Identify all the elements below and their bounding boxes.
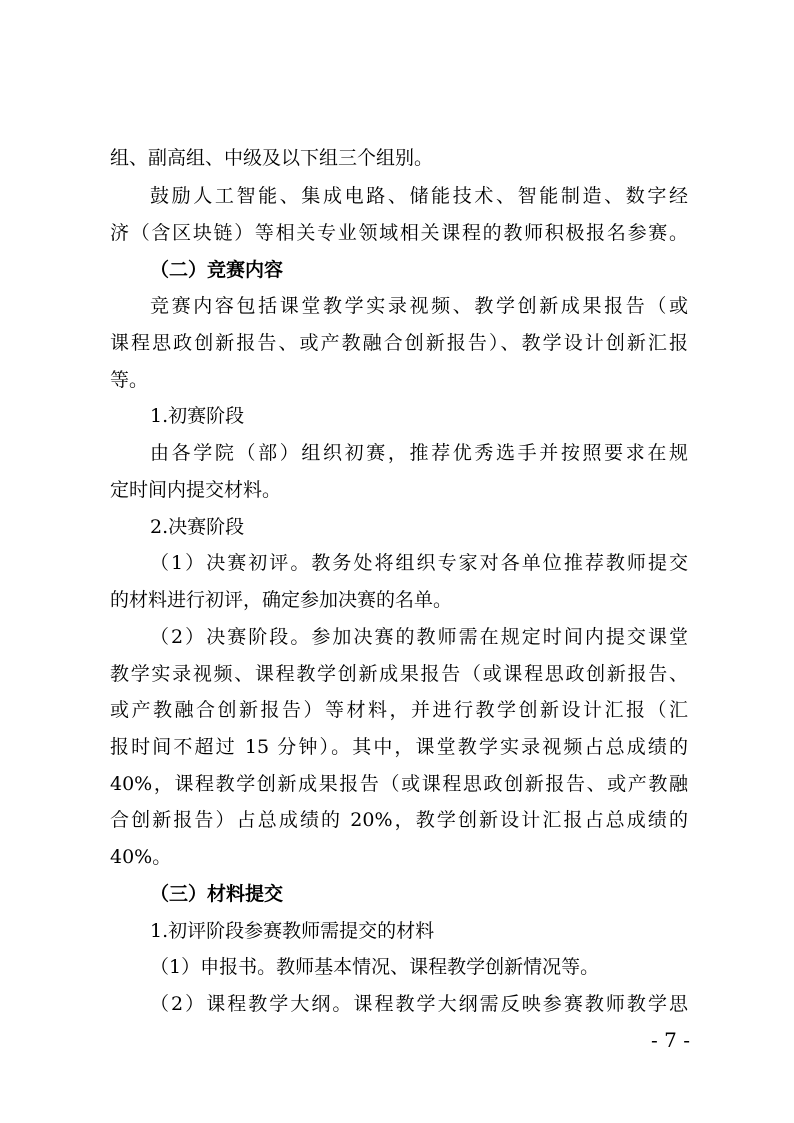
paragraph-line: 或产教融合创新报告）等材料，并进行教学创新设计汇报（汇 [110, 699, 688, 721]
section-heading: （三）材料提交 [150, 883, 284, 905]
paragraph-line: 济（含区块链）等相关专业领域相关课程的教师积极报名参赛。 [110, 222, 688, 244]
page-number: - 7 - [651, 1028, 690, 1052]
paragraph-line: 等。 [110, 369, 149, 391]
subsection-heading: 2.决赛阶段 [150, 516, 245, 538]
subsection-heading: 1.初赛阶段 [150, 405, 245, 427]
paragraph-line: 课程思政创新报告、或产教融合创新报告）、教学设计创新汇报 [110, 332, 688, 354]
paragraph-line: （1）申报书。教师基本情况、课程教学创新情况等。 [150, 956, 600, 978]
paragraph-line: 竞赛内容包括课堂教学实录视频、教学创新成果报告（或 [150, 295, 688, 317]
paragraph-line: 报时间不超过 15 分钟）。其中，课堂教学实录视频占总成绩的 [110, 736, 688, 758]
section-heading: （二）竞赛内容 [150, 259, 284, 281]
paragraph-line: 定时间内提交材料。 [110, 479, 282, 501]
paragraph-line: （1）决赛初评。教务处将组织专家对各单位推荐教师提交 [150, 552, 688, 574]
paragraph-line: 40%。 [110, 846, 172, 868]
paragraph-line: 40%，课程教学创新成果报告（或课程思政创新报告、或产教融 [110, 773, 688, 795]
paragraph-line: （2）课程教学大纲。课程教学大纲需反映参赛教师教学思 [150, 993, 688, 1015]
paragraph-line: 教学实录视频、课程教学创新成果报告（或课程思政创新报告、 [110, 663, 688, 685]
paragraph-line: 合创新报告）占总成绩的 20%，教学创新设计汇报占总成绩的 [110, 809, 688, 831]
paragraph-line: 由各学院（部）组织初赛，推荐优秀选手并按照要求在规 [150, 442, 688, 464]
paragraph-line: （2）决赛阶段。参加决赛的教师需在规定时间内提交课堂 [150, 626, 688, 648]
paragraph-line: 组、副高组、中级及以下组三个组别。 [110, 147, 434, 169]
paragraph-line: 的材料进行初评，确定参加决赛的名单。 [110, 589, 453, 611]
paragraph-line: 鼓励人工智能、集成电路、储能技术、智能制造、数字经 [150, 185, 688, 207]
subsection-heading: 1.初评阶段参赛教师需提交的材料 [150, 920, 435, 942]
